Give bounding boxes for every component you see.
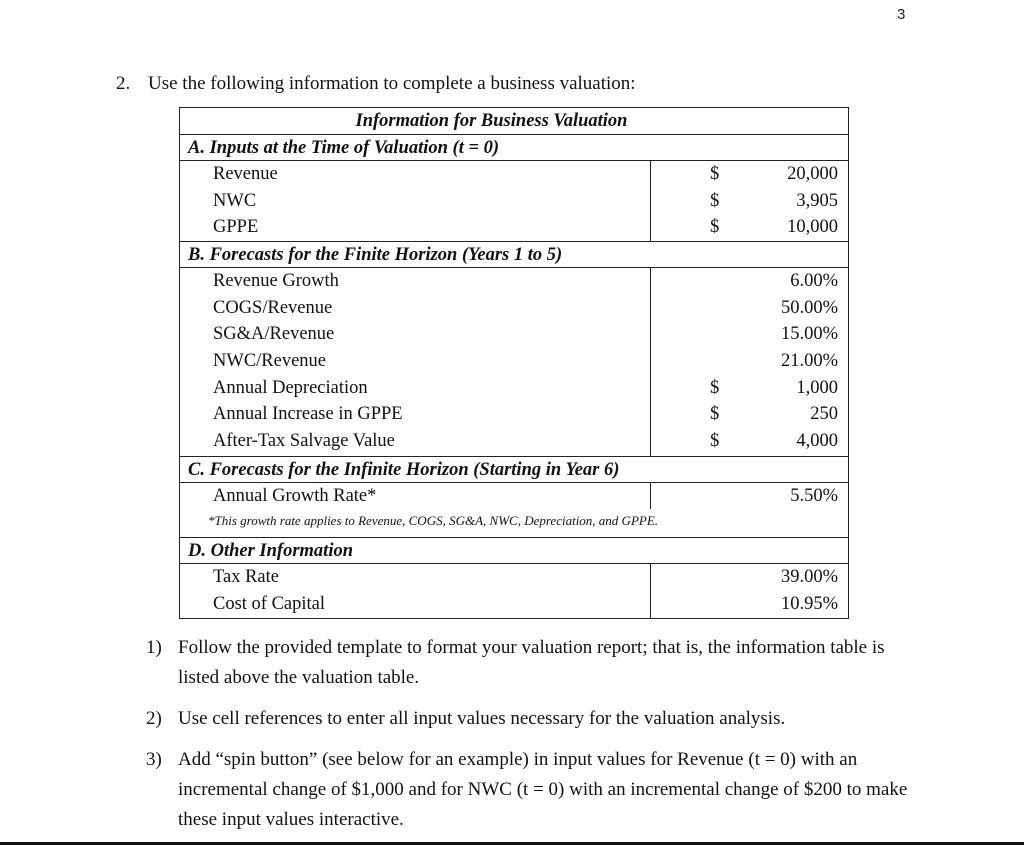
currency-symbol: $: [710, 404, 720, 425]
row-value: 250: [810, 404, 838, 425]
row-label: Annual Depreciation: [213, 377, 368, 398]
table-title: Information for Business Valuation: [180, 108, 848, 135]
section-d-heading: D. Other Information: [180, 538, 848, 564]
section-b-heading: B. Forecasts for the Finite Horizon (Years 1 to 5): [180, 242, 848, 268]
table-row: [180, 401, 848, 428]
currency-symbol: $: [710, 217, 720, 238]
table-row: [180, 214, 848, 241]
row-value: 5.50%: [790, 486, 838, 506]
page-number: 3: [897, 6, 906, 23]
row-value: 10.95%: [780, 593, 838, 614]
section-a-body: [180, 161, 848, 242]
row-label: Annual Growth Rate*: [213, 486, 377, 506]
section-d-body: [180, 564, 848, 618]
table-row: [180, 188, 848, 215]
instruction-text: Follow the provided template to format your valuation report; that is, the information table is listed above the valuation table.: [178, 637, 885, 688]
row-label: GPPE: [213, 217, 259, 238]
table-row: [180, 321, 848, 348]
table-row: [180, 161, 848, 188]
table-row: [180, 375, 848, 402]
currency-symbol: $: [710, 377, 720, 398]
instruction-item: [146, 704, 926, 734]
currency-symbol: $: [710, 164, 720, 184]
instruction-number: 1): [146, 637, 162, 658]
instruction-item: [146, 745, 926, 835]
row-label: After-Tax Salvage Value: [213, 431, 395, 452]
instruction-number: 3): [146, 749, 162, 770]
section-c-heading: C. Forecasts for the Infinite Horizon (Starting in Year 6): [180, 457, 848, 483]
instruction-item: [146, 633, 926, 693]
section-b-body: [180, 268, 848, 457]
row-value: 1,000: [796, 377, 838, 398]
row-label: SG&A/Revenue: [213, 324, 335, 345]
row-value: 10,000: [787, 217, 838, 238]
row-value: 3,905: [796, 190, 838, 211]
section-c-body: [180, 483, 848, 538]
table-row: [180, 591, 848, 618]
currency-symbol: $: [710, 431, 720, 452]
table-row: [180, 564, 848, 591]
section-a-heading: A. Inputs at the Time of Valuation (t = 0): [180, 135, 848, 161]
row-value: 21.00%: [780, 351, 838, 372]
row-label: Revenue: [213, 164, 278, 184]
row-label: COGS/Revenue: [213, 297, 333, 318]
table-row: [180, 348, 848, 375]
instruction-number: 2): [146, 708, 162, 729]
growth-rate-footnote: *This growth rate applies to Revenue, COGS, SG&A, NWC, Depreciation, and GPPE.: [208, 513, 659, 528]
table-row: [180, 295, 848, 322]
row-value: 39.00%: [780, 567, 838, 587]
row-label: Annual Increase in GPPE: [213, 404, 403, 425]
table-row: [180, 428, 848, 455]
instructions-list: [146, 633, 926, 835]
row-value: 50.00%: [780, 297, 838, 318]
row-label: Revenue Growth: [213, 271, 339, 291]
table-row: [180, 483, 848, 510]
row-value: 15.00%: [780, 324, 838, 345]
question-text: Use the following information to complete a business valuation:: [148, 73, 636, 94]
row-label: NWC/Revenue: [213, 351, 327, 372]
row-label: Tax Rate: [213, 567, 279, 587]
row-label: NWC: [213, 190, 257, 211]
question-prompt: [116, 72, 636, 96]
instruction-text: Add “spin button” (see below for an example) in input values for Revenue (t = 0) with an incremental change of $1,000 and for NWC (t = 0) with an incremental change of $200 to make these input values interactive.: [178, 749, 908, 830]
business-valuation-info-table: [179, 107, 849, 619]
row-label: Cost of Capital: [213, 593, 326, 614]
question-number: 2.: [116, 73, 131, 94]
row-value: 6.00%: [790, 271, 838, 291]
instruction-text: Use cell references to enter all input values necessary for the valuation analysis.: [178, 708, 786, 729]
currency-symbol: $: [710, 190, 720, 211]
row-value: 20,000: [787, 164, 838, 184]
row-value: 4,000: [796, 431, 838, 452]
table-row: [180, 268, 848, 295]
